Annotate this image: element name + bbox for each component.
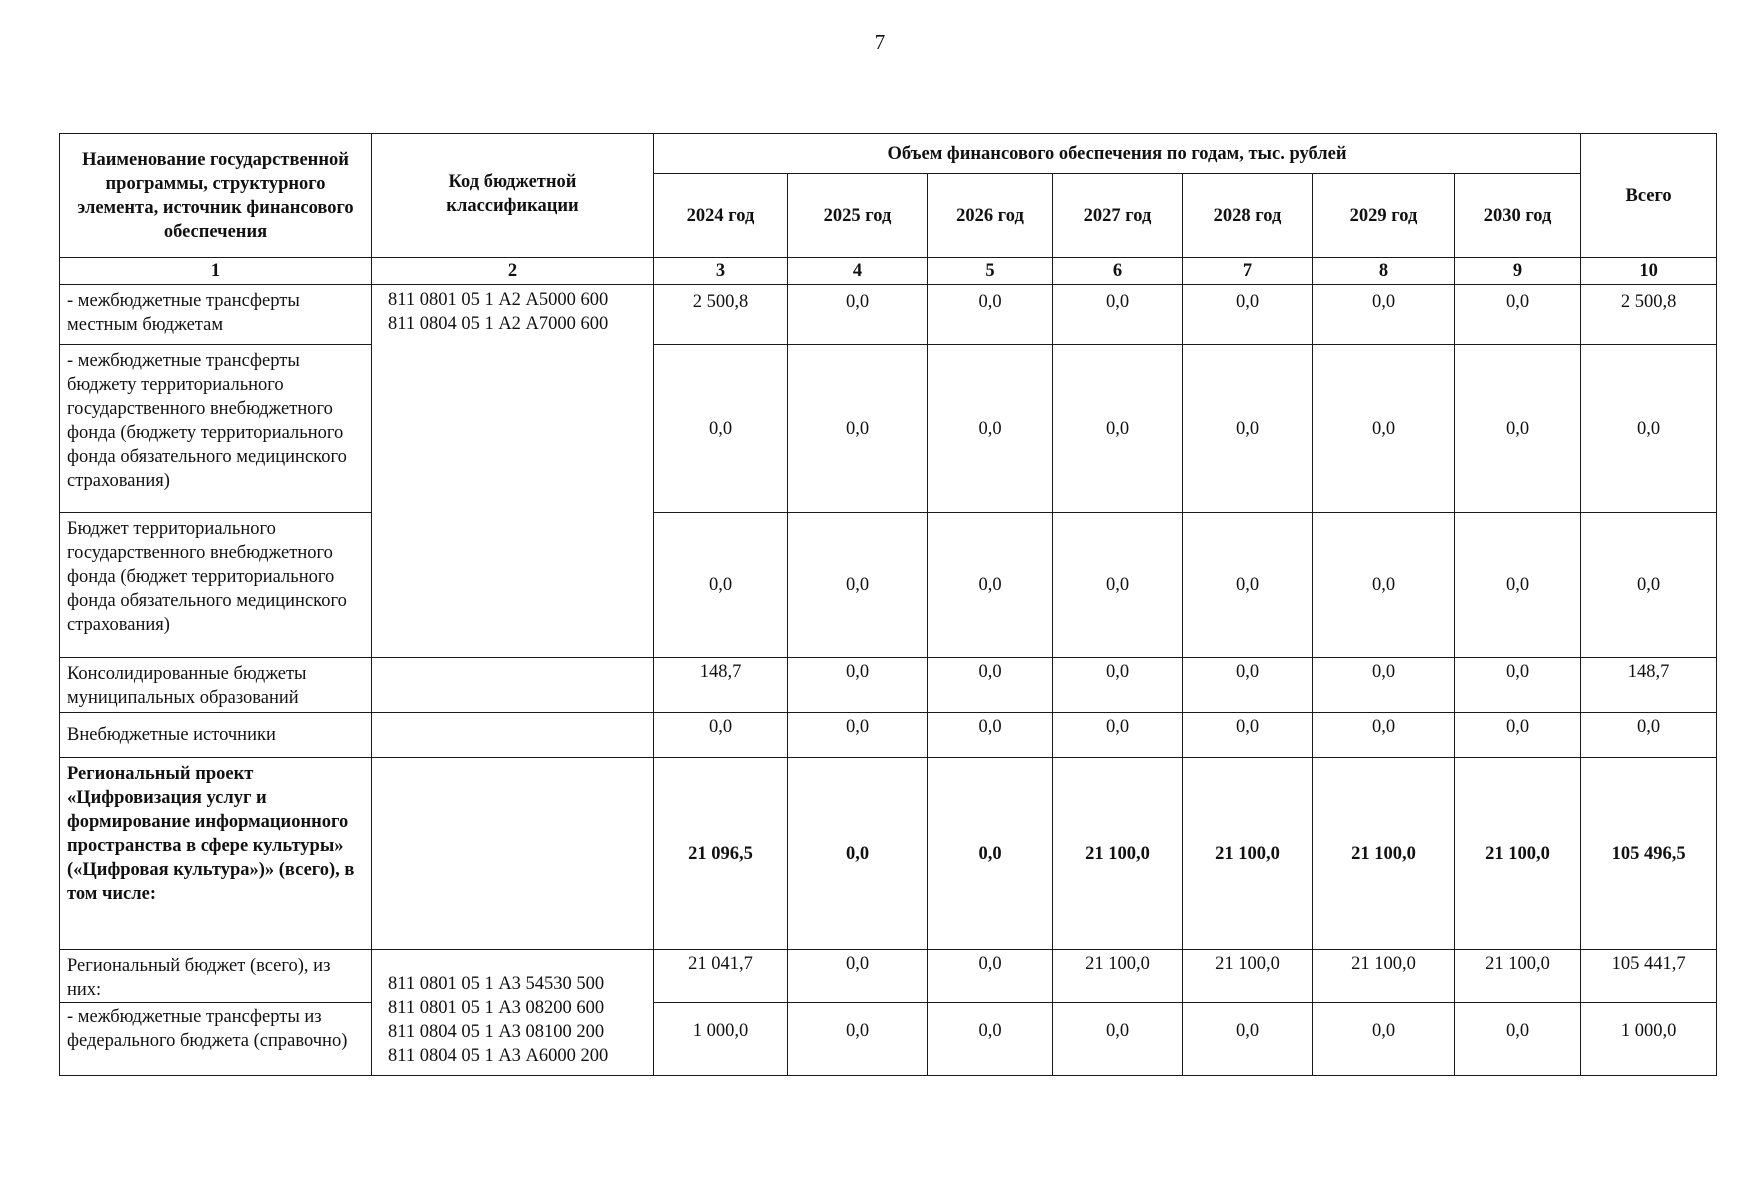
value-cell: 148,7	[654, 658, 788, 713]
value-cell: 0,0	[1183, 1003, 1313, 1076]
total-cell: 148,7	[1581, 658, 1717, 713]
header-code: Код бюджетной классификации	[372, 134, 654, 258]
value-cell: 0,0	[928, 950, 1053, 1003]
value-cell: 0,0	[928, 285, 1053, 345]
header-year: 2029 год	[1313, 174, 1455, 258]
table-row	[60, 658, 1717, 713]
header-year: 2028 год	[1183, 174, 1313, 258]
table-row	[60, 713, 1717, 758]
budget-code-cell	[372, 285, 654, 658]
column-number: 2	[372, 258, 654, 285]
table-row	[60, 950, 1717, 1003]
row-name: - межбюджетные трансферты местным бюджетам	[60, 285, 372, 345]
total-cell: 0,0	[1581, 345, 1717, 513]
value-cell: 0,0	[788, 658, 928, 713]
row-name: Внебюджетные источники	[60, 713, 372, 758]
value-cell: 0,0	[1053, 713, 1183, 758]
header-year: 2025 год	[788, 174, 928, 258]
value-cell: 0,0	[1455, 713, 1581, 758]
value-cell: 0,0	[1053, 285, 1183, 345]
value-cell: 0,0	[654, 513, 788, 658]
page-number: 7	[874, 30, 886, 54]
budget-code-cell	[372, 758, 654, 950]
budget-code-cell	[372, 658, 654, 713]
row-name: Региональный проект «Цифровизация услуг и формирование информационного пространства в сфере культуры» («Цифровая культура»)» (всего), в том числе:	[60, 758, 372, 950]
value-cell: 21 100,0	[1313, 758, 1455, 950]
value-cell: 0,0	[788, 513, 928, 658]
value-cell: 0,0	[1455, 285, 1581, 345]
value-cell: 21 100,0	[1183, 758, 1313, 950]
column-number: 3	[654, 258, 788, 285]
header-year: 2024 год	[654, 174, 788, 258]
value-cell: 0,0	[928, 1003, 1053, 1076]
value-cell: 0,0	[1313, 285, 1455, 345]
budget-code: 811 0801 05 1 А2 А5000 600	[388, 290, 609, 310]
column-number: 6	[1053, 258, 1183, 285]
value-cell: 0,0	[1455, 513, 1581, 658]
value-cell: 0,0	[1183, 713, 1313, 758]
value-cell: 0,0	[1183, 513, 1313, 658]
column-number: 10	[1581, 258, 1717, 285]
header-name: Наименование государственной программы, структурного элемента, источник финансового обеспечения	[60, 134, 372, 258]
budget-code: 811 0801 05 1 А3 54530 500	[388, 973, 605, 994]
budget-code: 811 0801 05 1 А3 08200 600	[388, 997, 605, 1018]
total-cell: 0,0	[1581, 713, 1717, 758]
total-cell: 1 000,0	[1581, 1003, 1717, 1076]
value-cell: 0,0	[1455, 345, 1581, 513]
value-cell: 0,0	[928, 758, 1053, 950]
column-number: 4	[788, 258, 928, 285]
column-number: 1	[60, 258, 372, 285]
value-cell: 0,0	[928, 713, 1053, 758]
value-cell: 0,0	[1053, 1003, 1183, 1076]
column-number: 5	[928, 258, 1053, 285]
value-cell: 0,0	[1313, 658, 1455, 713]
value-cell: 0,0	[1053, 658, 1183, 713]
value-cell: 0,0	[788, 345, 928, 513]
financing-table	[59, 133, 1717, 1076]
value-cell: 0,0	[1053, 513, 1183, 658]
value-cell: 0,0	[1053, 345, 1183, 513]
value-cell: 0,0	[654, 713, 788, 758]
value-cell: 0,0	[788, 1003, 928, 1076]
budget-code: 811 0804 05 1 А3 08100 200	[388, 1021, 605, 1042]
total-cell: 2 500,8	[1581, 285, 1717, 345]
value-cell: 0,0	[1313, 713, 1455, 758]
value-cell: 21 100,0	[1455, 950, 1581, 1003]
value-cell: 1 000,0	[654, 1003, 788, 1076]
total-cell: 0,0	[1581, 513, 1717, 658]
column-number: 7	[1183, 258, 1313, 285]
row-name: Консолидированные бюджеты муниципальных образований	[60, 658, 372, 713]
value-cell: 0,0	[1313, 513, 1455, 658]
row-name: Бюджет территориального государственного внебюджетного фонда (бюджет территориального фонда обязательного медицинского страхования)	[60, 513, 372, 658]
value-cell: 0,0	[1455, 1003, 1581, 1076]
value-cell: 0,0	[1313, 345, 1455, 513]
value-cell: 21 100,0	[1313, 950, 1455, 1003]
value-cell: 0,0	[1313, 1003, 1455, 1076]
value-cell: 21 096,5	[654, 758, 788, 950]
value-cell: 0,0	[788, 758, 928, 950]
value-cell: 21 100,0	[1053, 950, 1183, 1003]
value-cell: 0,0	[928, 658, 1053, 713]
budget-code-cell	[372, 713, 654, 758]
total-cell: 105 441,7	[1581, 950, 1717, 1003]
value-cell: 21 100,0	[1053, 758, 1183, 950]
value-cell: 0,0	[928, 513, 1053, 658]
table-row	[60, 285, 1717, 345]
row-name: - межбюджетные трансферты из федерального бюджета (справочно)	[60, 1003, 372, 1076]
header-year: 2030 год	[1455, 174, 1581, 258]
budget-code: 811 0804 05 1 А3 А6000 200	[388, 1045, 609, 1066]
value-cell: 2 500,8	[654, 285, 788, 345]
value-cell: 0,0	[788, 713, 928, 758]
table-row	[60, 345, 1717, 513]
value-cell: 0,0	[1183, 285, 1313, 345]
row-name: - межбюджетные трансферты бюджету территориального государственного внебюджетного фонда (бюджету территориального фонда обязательного медицинского страхования)	[60, 345, 372, 513]
value-cell: 0,0	[788, 285, 928, 345]
total-cell: 105 496,5	[1581, 758, 1717, 950]
value-cell: 21 041,7	[654, 950, 788, 1003]
value-cell: 21 100,0	[1183, 950, 1313, 1003]
value-cell: 0,0	[1183, 345, 1313, 513]
value-cell: 21 100,0	[1455, 758, 1581, 950]
budget-code-cell	[372, 950, 654, 1076]
header-year: 2026 год	[928, 174, 1053, 258]
header-volume: Объем финансового обеспечения по годам, тыс. рублей	[654, 134, 1581, 174]
budget-code: 811 0804 05 1 А2 А7000 600	[388, 314, 609, 334]
value-cell: 0,0	[654, 345, 788, 513]
column-numbers-row	[60, 258, 1717, 285]
table-row	[60, 1003, 1717, 1076]
value-cell: 0,0	[788, 950, 928, 1003]
column-number: 9	[1455, 258, 1581, 285]
value-cell: 0,0	[1183, 658, 1313, 713]
column-number: 8	[1313, 258, 1455, 285]
row-name: Региональный бюджет (всего), из них:	[60, 950, 372, 1003]
header-total: Всего	[1581, 134, 1717, 258]
table-row	[60, 758, 1717, 950]
value-cell: 0,0	[1455, 658, 1581, 713]
header-year: 2027 год	[1053, 174, 1183, 258]
value-cell: 0,0	[928, 345, 1053, 513]
table-row	[60, 513, 1717, 658]
